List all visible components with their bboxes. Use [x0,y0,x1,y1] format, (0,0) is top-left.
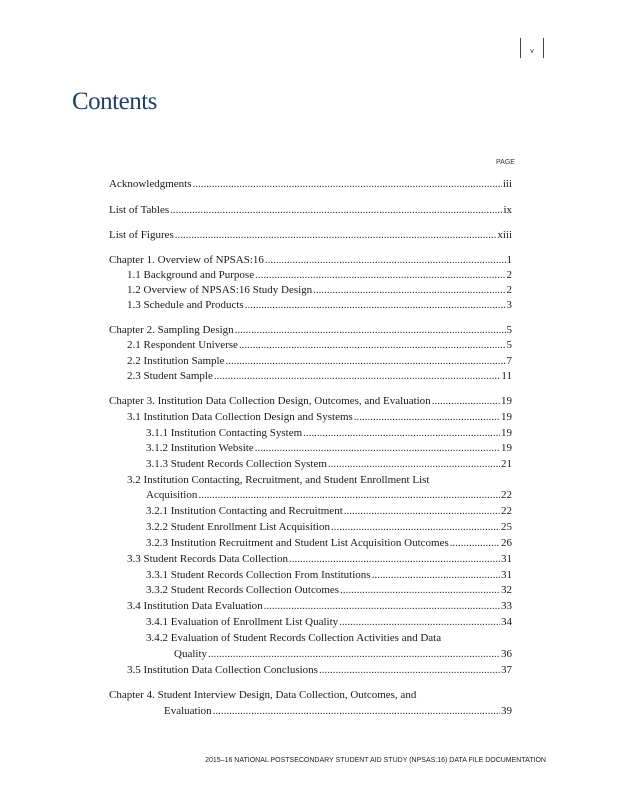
toc-entry-3-1-1[interactable] [146,426,512,440]
page-footer: 2015–16 NATIONAL POSTSECONDARY STUDENT AID STUDY (NPSAS:16) DATA FILE DOCUMENTATION [205,757,546,764]
toc-entry-page: 11 [501,370,512,382]
toc-entry-label: List of Tables [109,204,170,216]
toc-entry-3-4-2-cont[interactable] [174,647,512,661]
toc-entry-label: Chapter 3. Institution Data Collection Design, Outcomes, and Evaluation [109,395,431,407]
toc-entry-page: 39 [501,705,512,717]
leader-dots [432,394,500,408]
toc-entry-3-2-cont[interactable] [146,488,512,502]
toc-entry-3-1-2[interactable] [146,441,512,455]
leader-dots [255,441,500,455]
toc-entry-label: 3.3.1 Student Records Collection From Institutions [146,569,371,581]
toc-entry-1-2[interactable] [127,283,512,297]
page-column-header: PAGE [496,159,515,166]
leader-dots [340,583,500,597]
toc-entry-label: 3.1.2 Institution Website [146,442,254,454]
leader-dots [328,457,500,471]
leader-dots [372,568,500,582]
toc-entry-page: 19 [501,427,512,439]
leader-dots [265,253,506,267]
toc-entry-label: Acquisition [146,489,198,501]
toc-entry-3-5[interactable] [127,663,512,677]
toc-entry-3-4-2[interactable] [146,631,512,645]
toc-entry-1-3[interactable] [127,298,512,312]
toc-entry-page: 25 [501,521,512,533]
leader-dots [354,410,500,424]
toc-entry-chapter-4[interactable] [109,688,512,702]
toc-entry-label: 3.1 Institution Data Collection Design and Systems [127,411,353,423]
toc-entry-label: 2.2 Institution Sample [127,355,225,367]
leader-dots [175,228,497,242]
leader-dots [208,647,500,661]
leader-dots [289,552,500,566]
toc-entry-label: Acknowledgments [109,178,192,190]
leader-dots [331,520,500,534]
leader-dots [264,599,500,613]
leader-dots [313,283,505,297]
toc-entry-page: 22 [501,489,512,501]
toc-entry-label: 3.5 Institution Data Collection Conclusions [127,664,318,676]
toc-entry-page: 34 [501,616,512,628]
toc-entry-page: 31 [501,569,512,581]
toc-entry-page: 21 [501,458,512,470]
leader-dots [344,504,500,518]
toc-entry-page: 19 [501,395,512,407]
toc-entry-label: 1.2 Overview of NPSAS:16 Study Design [127,284,313,296]
leader-dots [235,323,506,337]
leader-dots [225,354,505,368]
toc-entry-list-of-tables[interactable] [109,203,512,217]
leader-dots [255,268,505,282]
toc-entry-label: 3.1.1 Institution Contacting System [146,427,303,439]
toc-entry-chapter-1[interactable] [109,253,512,267]
toc-entry-3-2-2[interactable] [146,520,512,534]
toc-entry-label: 1.1 Background and Purpose [127,269,255,281]
toc-entry-3-4-1[interactable] [146,615,512,629]
toc-entry-3-1-3[interactable] [146,457,512,471]
toc-entry-label: 3.1.3 Student Records Collection System [146,458,327,470]
toc-entry-label: Chapter 4. Student Interview Design, Data Collection, Outcomes, and [109,689,417,701]
leader-dots [239,338,506,352]
toc-entry-3-3-2[interactable] [146,583,512,597]
toc-entry-page: 36 [501,648,512,660]
toc-entry-2-2[interactable] [127,354,512,368]
leader-dots [339,615,500,629]
leader-dots [450,536,500,550]
toc-entry-page: 33 [501,600,512,612]
toc-entry-page: 37 [501,664,512,676]
toc-entry-3-2[interactable] [127,473,512,487]
toc-entry-page: iii [502,178,512,190]
toc-entry-label: Evaluation [164,705,212,717]
leader-dots [192,177,501,191]
toc-entry-2-1[interactable] [127,338,512,352]
toc-entry-label: 3.3 Student Records Data Collection [127,553,288,565]
toc-entry-page: 31 [501,553,512,565]
toc-entry-1-1[interactable] [127,268,512,282]
toc-entry-list-of-figures[interactable] [109,228,512,242]
toc-entry-page: 1 [506,254,512,266]
toc-entry-chapter-3[interactable] [109,394,512,408]
toc-entry-label: 3.2 Institution Contacting, Recruitment, and Student Enrollment List [127,474,430,486]
leader-dots [214,369,501,383]
toc-entry-label: 3.2.2 Student Enrollment List Acquisition [146,521,330,533]
toc-entry-page: 3 [506,299,512,311]
toc-entry-page: 2 [506,284,512,296]
toc-entry-label: 2.1 Respondent Universe [127,339,238,351]
toc-entry-3-2-3[interactable] [146,536,512,550]
toc-entry-label: List of Figures [109,229,174,241]
toc-entry-3-3-1[interactable] [146,568,512,582]
toc-entry-2-3[interactable] [127,369,512,383]
toc-entry-3-2-1[interactable] [146,504,512,518]
toc-entry-label: Quality [174,648,207,660]
page-number: v [530,48,534,55]
toc-entry-label: Chapter 1. Overview of NPSAS:16 [109,254,264,266]
toc-entry-label: 3.4 Institution Data Evaluation [127,600,263,612]
toc-entry-label: 2.3 Student Sample [127,370,213,382]
toc-entry-page: 5 [506,324,512,336]
toc-entry-page: 7 [506,355,512,367]
toc-entry-page: xiii [497,229,512,241]
page-title: Contents [72,88,157,115]
leader-dots [213,704,500,718]
toc-entry-page: 2 [506,269,512,281]
toc-entry-page: ix [503,204,512,216]
toc-entry-label: 3.2.1 Institution Contacting and Recruitment [146,505,343,517]
toc-entry-page: 19 [501,411,512,423]
leader-dots [198,488,500,502]
leader-dots [170,203,502,217]
toc-entry-label: 3.4.1 Evaluation of Enrollment List Quality [146,616,339,628]
toc-entry-chapter-2[interactable] [109,323,512,337]
toc-entry-3-1[interactable] [127,410,512,424]
toc-entry-page: 22 [501,505,512,517]
leader-dots [303,426,500,440]
leader-dots [319,663,500,677]
toc-entry-label: 3.2.3 Institution Recruitment and Student List Acquisition Outcomes [146,537,449,549]
toc-entry-chapter-4-cont[interactable] [164,704,512,718]
toc-entry-3-4[interactable] [127,599,512,613]
toc-entry-label: 3.4.2 Evaluation of Student Records Collection Activities and Data [146,632,442,644]
toc-entry-label: Chapter 2. Sampling Design [109,324,234,336]
toc-entry-label: 3.3.2 Student Records Collection Outcomes [146,584,340,596]
toc-entry-page: 26 [501,537,512,549]
leader-dots [245,298,506,312]
toc-entry-page: 19 [501,442,512,454]
toc-entry-page: 32 [501,584,512,596]
toc-entry-label: 1.3 Schedule and Products [127,299,244,311]
toc-entry-page: 5 [506,339,512,351]
toc-entry-acknowledgments[interactable] [109,177,512,191]
toc-entry-3-3[interactable] [127,552,512,566]
